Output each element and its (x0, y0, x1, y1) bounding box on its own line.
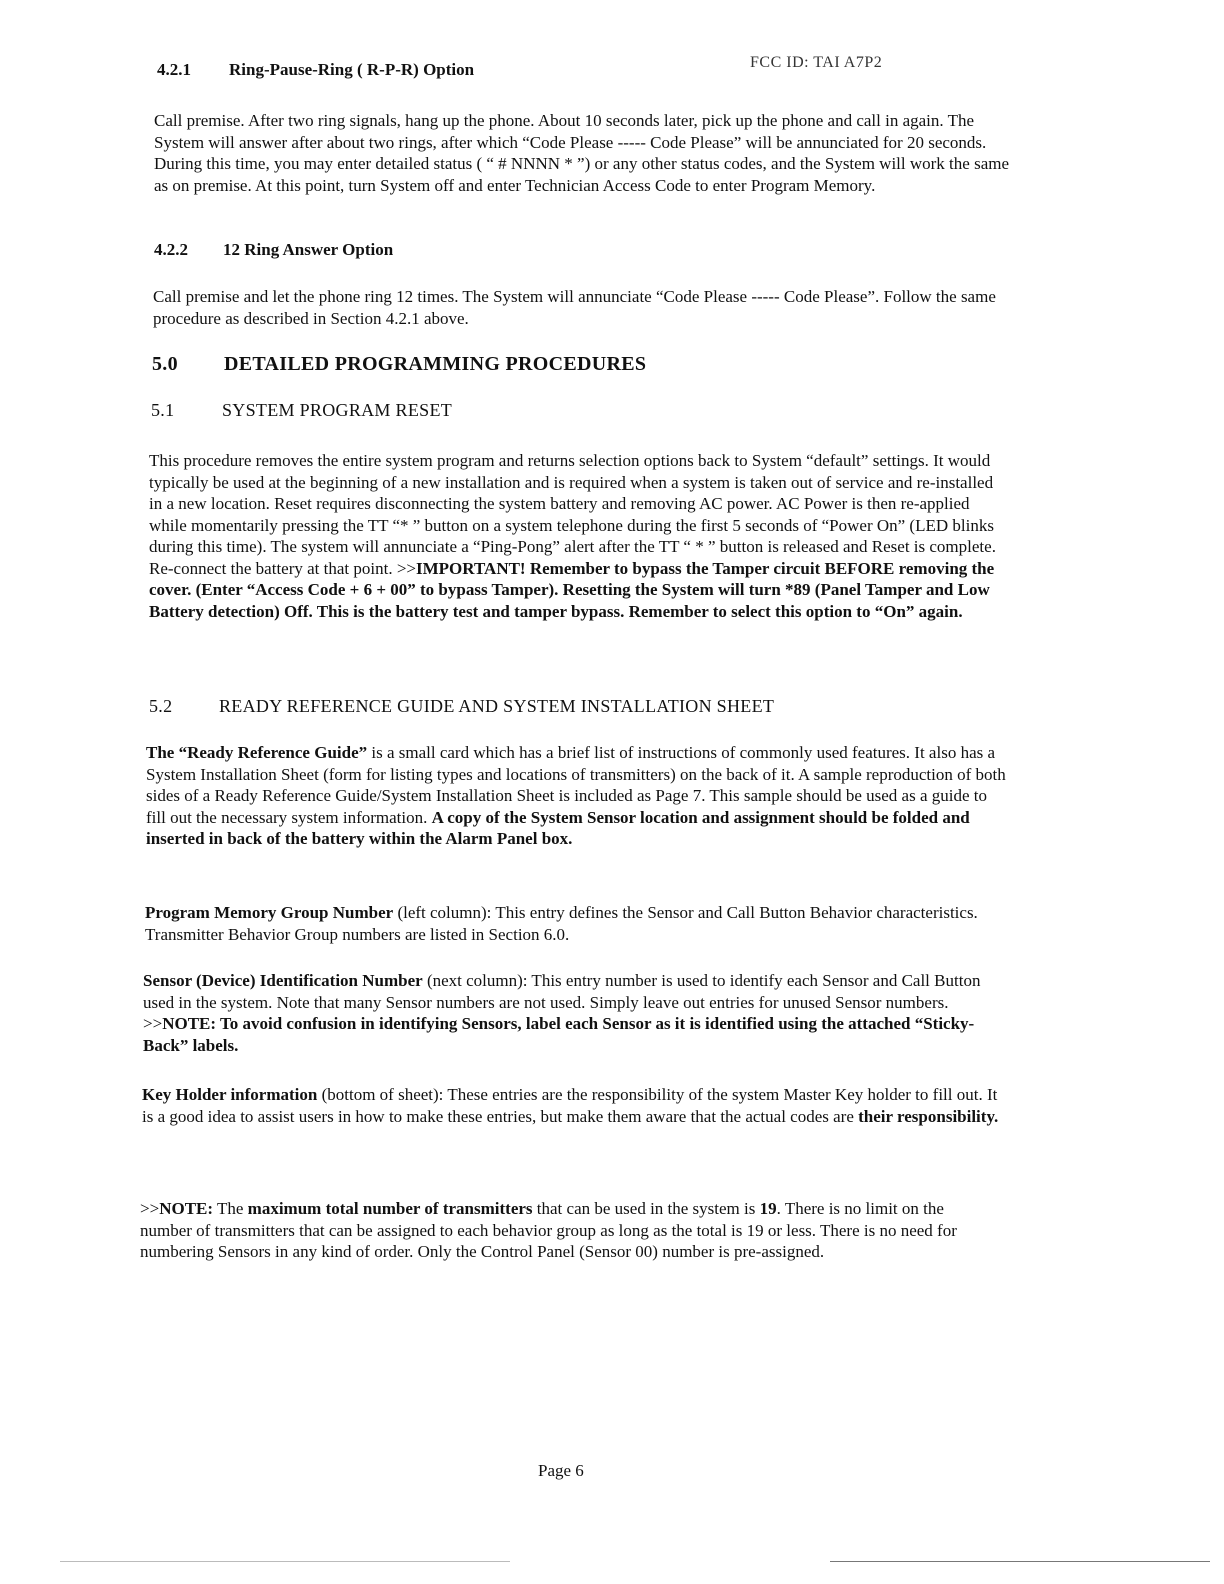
paragraph-4-2-1: Call premise. After two ring signals, hang up the phone. About 10 seconds later, pick up the phone and call in again. The System will answer after about two rings, after which “Code Please ----- Code Please” will be annunciated for 20 seconds. During this time, you may enter detailed status ( “ # NNNN * ”) or any other status codes, and the System will work the same as on premise. At this point, turn System off and enter Technician Access Code to enter Program Memory. (154, 111, 1010, 195)
note-max-transmitters: maximum total number of transmitters (247, 1199, 533, 1218)
paragraph-program-memory-group (145, 902, 1007, 945)
note-label: NOTE: (159, 1199, 214, 1218)
fcc-id-label: FCC ID: TAI A7P2 (750, 54, 883, 71)
paragraph-5-1 (149, 450, 1009, 622)
section-title-5-1: SYSTEM PROGRAM RESET (222, 400, 453, 420)
ready-reference-lead: The “Ready Reference Guide” (146, 743, 368, 762)
scan-line-right (830, 1561, 1210, 1562)
paragraph-5-1-text: This procedure removes the entire system program and returns selection options back to System “default” settings. It would typically be used at the beginning of a new installation and is required when a system is taken out of service and re-installed in a new location. Reset requires disconnecting the system battery and removing AC power. AC Power is then re-applied while momentarily pressing the TT “* ” button on a system telephone during the first 5 seconds of “Power On” (LED blinks during this time). The system will annunciate a “Ping-Pong” alert after the TT “ * ” button is released and Reset is complete. Re-connect the battery at that point. >> (149, 451, 996, 578)
paragraph-5-2-ready-reference (146, 742, 1008, 850)
page-number: Page 6 (538, 1461, 584, 1480)
program-memory-lead: Program Memory Group Number (145, 903, 394, 922)
scan-line-left (60, 1561, 510, 1562)
section-number-4-2-1: 4.2.1 (157, 60, 191, 79)
note-text-1: The (213, 1199, 248, 1218)
note-text-3: . There is no limit on the number of transmitters that can be assigned to each behavior group as long as the total is 19 or less. There is no need for numbering Sensors in any kind of order. Only the Control Panel (Sensor 00) number is pre-assigned. (140, 1199, 957, 1261)
paragraph-sensor-identification (143, 970, 1009, 1056)
section-title-5-2: READY REFERENCE GUIDE AND SYSTEM INSTALLATION SHEET (219, 696, 775, 716)
key-holder-lead: Key Holder information (142, 1085, 318, 1104)
paragraph-key-holder (142, 1084, 1006, 1127)
note-text-2: that can be used in the system is (532, 1199, 760, 1218)
paragraph-max-transmitters (140, 1198, 996, 1263)
section-title-4-2-2: 12 Ring Answer Option (223, 240, 394, 259)
program-memory-text: (left column): This entry defines the Sensor and Call Button Behavior characteristics. Transmitter Behavior Group numbers are listed in Section 6.0. (145, 903, 978, 944)
section-title-4-2-1: Ring-Pause-Ring ( R-P-R) Option (229, 60, 475, 79)
paragraph-4-2-2: Call premise and let the phone ring 12 times. The System will annunciate “Code Please ----- Code Please”. Follow the same procedure as described in Section 4.2.1 above. (153, 287, 996, 328)
note-prefix: >> (140, 1199, 160, 1218)
sensor-id-note: NOTE: To avoid confusion in identifying Sensors, label each Sensor as it is identified using the attached “Sticky-Back” labels. (143, 1014, 975, 1055)
key-holder-text: (bottom of sheet): These entries are the responsibility of the system Master Key holder to fill out. It is a good idea to assist users in how to make these entries, but make them aware that the actual codes are (142, 1085, 998, 1126)
note-number: 19 (759, 1199, 777, 1218)
sensor-id-lead: Sensor (Device) Identification Number (143, 971, 423, 990)
ready-reference-bold: A copy of the System Sensor location and assignment should be folded and inserted in back of the battery within the Alarm Panel box. (146, 807, 970, 848)
ready-reference-text: is a small card which has a brief list of instructions of commonly used features. It also has a System Installation Sheet (form for listing types and locations of transmitters) on the back of it. A sample reproduction of both sides of a Ready Reference Guide/System Installation Sheet is included as Page 7. This sample should be used as a guide to fill out the necessary system information. (146, 743, 1006, 827)
section-number-5-1: 5.1 (151, 400, 175, 420)
section-number-5-2: 5.2 (149, 696, 173, 716)
section-number-5-0: 5.0 (152, 353, 178, 375)
important-note: IMPORTANT! Remember to bypass the Tamper circuit BEFORE removing the cover. (Enter “Access Code + 6 + 00” to bypass Tamper). Resetting the System will turn *89 (Panel Tamper and Low Battery detection) Off. This is the battery test and tamper bypass. Remember to select this option to “On” again. (149, 558, 995, 621)
section-title-5-0: DETAILED PROGRAMMING PROCEDURES (224, 353, 647, 375)
sensor-id-text: (next column): This entry number is used to identify each Sensor and Call Button used in the system. Note that many Sensor numbers are not used. Simply leave out entries for unused Sensor numbers. >> (143, 971, 981, 1033)
key-holder-bold: their responsibility. (858, 1106, 999, 1126)
section-number-4-2-2: 4.2.2 (154, 240, 188, 259)
